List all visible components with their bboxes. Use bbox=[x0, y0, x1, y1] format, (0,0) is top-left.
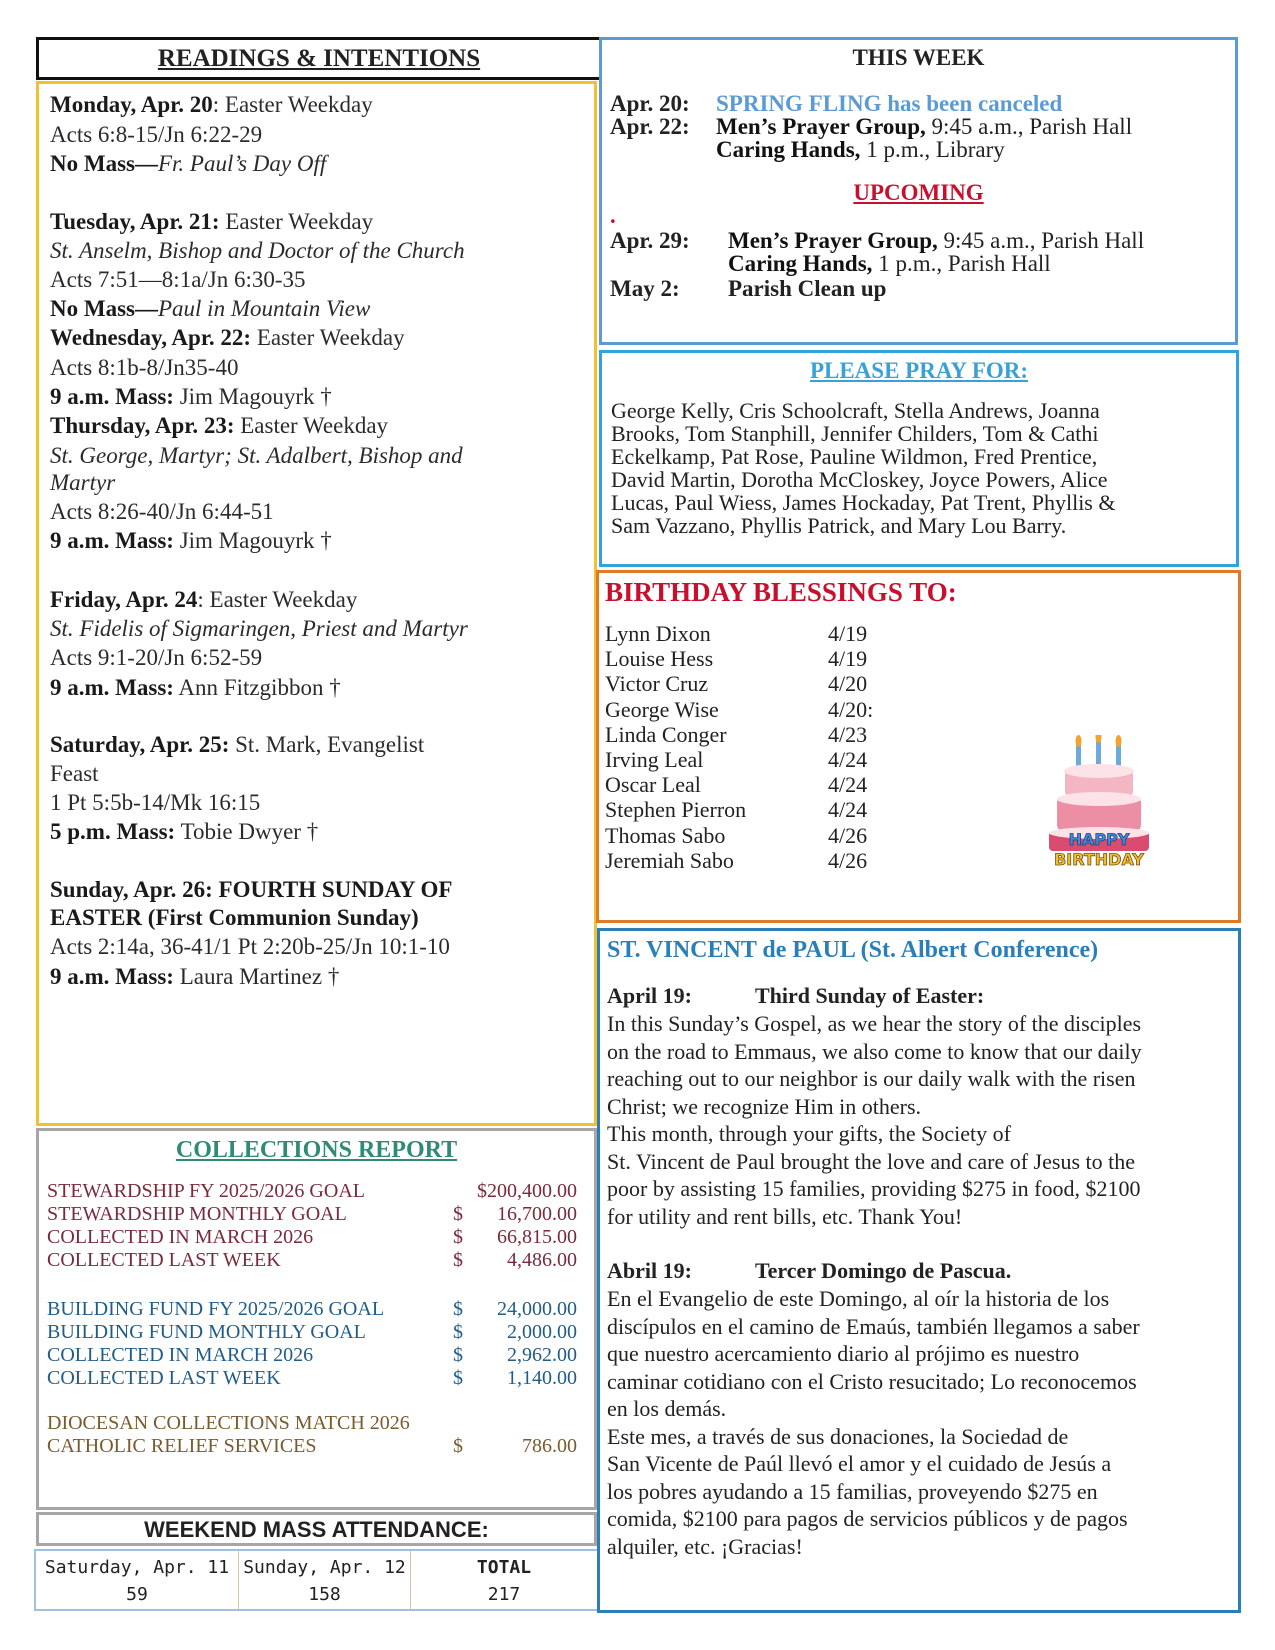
svdp-en-heading: Third Sunday of Easter: bbox=[755, 983, 985, 1008]
readings-box bbox=[36, 81, 597, 1126]
readings-bold: No Mass— bbox=[50, 151, 158, 176]
birthday-name: Jeremiah Sabo bbox=[605, 847, 734, 873]
readings-line bbox=[50, 413, 388, 439]
svdp-es-line: San Vicente de Paúl llevó el amor y el cuidado de Jesús a bbox=[607, 1451, 1112, 1476]
readings-bold: 5 p.m. Mass: bbox=[50, 819, 176, 844]
svdp-es-line: alquiler, etc. ¡Gracias! bbox=[607, 1533, 803, 1559]
readings-bold: EASTER (First Communion Sunday) bbox=[50, 905, 419, 930]
birthday-cake-icon bbox=[1039, 735, 1159, 880]
readings-text: : Easter Weekday bbox=[212, 92, 373, 117]
attendance-cell-sunday bbox=[239, 1551, 411, 1609]
readings-line bbox=[50, 151, 326, 177]
collection-label: COLLECTED IN MARCH 2026 bbox=[47, 1226, 314, 1248]
collection-dollar: $ bbox=[453, 1344, 463, 1366]
readings-text: Acts 9:1-20/Jn 6:52-59 bbox=[50, 645, 263, 670]
event-date: Apr. 22: bbox=[610, 114, 690, 139]
birthday-name: Thomas Sabo bbox=[605, 822, 726, 848]
readings-bold: Saturday, Apr. 25: bbox=[50, 732, 230, 757]
birthday-name: Oscar Leal bbox=[605, 772, 701, 798]
birthday-name: Louise Hess bbox=[605, 646, 714, 672]
birthday-name: Victor Cruz bbox=[605, 671, 709, 697]
birthday-date: 4/23 bbox=[828, 721, 868, 747]
readings-text: Acts 2:14a, 36-41/1 Pt 2:20b-25/Jn 10:1-10 bbox=[50, 934, 450, 959]
svdp-en-line: St. Vincent de Paul brought the love and care of Jesus to the bbox=[607, 1148, 1135, 1174]
readings-italic: Martyr bbox=[50, 470, 116, 495]
collection-label: COLLECTED LAST WEEK bbox=[47, 1367, 281, 1389]
readings-text: Feast bbox=[50, 761, 99, 786]
event-detail: 1 p.m., Parish Hall bbox=[872, 251, 1051, 276]
please-pray-box bbox=[599, 350, 1239, 567]
readings-line bbox=[50, 470, 115, 496]
readings-bold: Sunday, Apr. 26: FOURTH SUNDAY OF bbox=[50, 877, 453, 902]
readings-bold: 9 a.m. Mass: bbox=[50, 384, 174, 409]
attendance-value: 217 bbox=[487, 1584, 521, 1605]
collection-amount: 2,000.00 bbox=[507, 1321, 577, 1343]
event-name: Men’s Prayer Group, bbox=[716, 114, 926, 139]
event-name: Men’s Prayer Group, bbox=[728, 228, 938, 253]
collection-dollar: $ bbox=[453, 1321, 463, 1343]
readings-text: Acts 7:51—8:1a/Jn 6:30-35 bbox=[50, 267, 306, 292]
readings-bold: Tuesday, Apr. 21: bbox=[50, 209, 220, 234]
collection-dollar: $ bbox=[453, 1249, 463, 1271]
readings-text: : Easter Weekday bbox=[197, 587, 358, 612]
svdp-en-line: In this Sunday’s Gospel, as we hear the story of the disciples bbox=[607, 1011, 1142, 1036]
collection-amount: 4,486.00 bbox=[507, 1249, 577, 1271]
collection-label: COLLECTED LAST WEEK bbox=[47, 1249, 281, 1271]
collection-label: COLLECTED IN MARCH 2026 bbox=[47, 1344, 314, 1366]
event-date: Apr. 29: bbox=[610, 228, 690, 253]
readings-line bbox=[50, 732, 424, 758]
collection-amount: 24,000.00 bbox=[497, 1298, 577, 1320]
birthday-box bbox=[596, 570, 1241, 923]
svdp-es-line: discípulos en el camino de Emaús, también llegamos a saber bbox=[607, 1313, 1140, 1339]
svdp-es-line: caminar cotidiano con el Cristo resucitado; Lo reconocemos bbox=[607, 1368, 1137, 1394]
birthday-date: 4/19 bbox=[828, 621, 868, 646]
event-item bbox=[716, 138, 1005, 162]
event-item bbox=[728, 252, 1051, 276]
readings-line bbox=[50, 499, 274, 525]
readings-line bbox=[50, 675, 341, 701]
readings-text: Laura Martinez † bbox=[173, 964, 340, 989]
readings-text: Acts 6:8-15/Jn 6:22-29 bbox=[50, 122, 263, 147]
birthday-name: Irving Leal bbox=[605, 747, 704, 772]
svdp-en-line: on the road to Emmaus, we also come to know that our daily bbox=[607, 1038, 1142, 1064]
readings-text: Easter Weekday bbox=[234, 413, 389, 438]
readings-header bbox=[36, 37, 599, 80]
readings-text: St. Mark, Evangelist bbox=[229, 732, 425, 757]
attendance-label: TOTAL bbox=[476, 1557, 532, 1578]
birthday-date: 4/26 bbox=[828, 822, 868, 848]
collection-label: BUILDING FUND MONTHLY GOAL bbox=[47, 1321, 366, 1343]
collection-dollar: $ bbox=[453, 1367, 463, 1389]
birthday-date: 4/26 bbox=[828, 847, 868, 873]
svdp-es-line: comida, $2100 para pagos de servicios públicos y de pagos bbox=[607, 1506, 1128, 1531]
readings-text: Tobie Dwyer † bbox=[175, 819, 319, 844]
event-canceled: SPRING FLING has been canceled bbox=[716, 91, 1063, 116]
attendance-value: 59 bbox=[126, 1584, 148, 1605]
readings-line bbox=[50, 267, 306, 293]
attendance-table bbox=[34, 1549, 599, 1611]
readings-line bbox=[50, 905, 419, 931]
birthday-date: 4/19 bbox=[828, 646, 868, 672]
svdp-en-line: Christ; we recognize Him in others. bbox=[607, 1093, 922, 1119]
readings-line bbox=[50, 877, 452, 903]
birthday-date: 4/20 bbox=[828, 671, 868, 697]
birthday-date: 4/24 bbox=[828, 797, 868, 823]
event-date: Apr. 20: bbox=[610, 91, 690, 116]
event-name: Parish Clean up bbox=[728, 276, 887, 301]
readings-line bbox=[50, 587, 357, 613]
readings-bold: 9 a.m. Mass: bbox=[50, 964, 174, 989]
birthday-name: Linda Conger bbox=[605, 721, 727, 747]
collection-amount: $200,400.00 bbox=[477, 1180, 577, 1202]
readings-line bbox=[50, 964, 339, 990]
svdp-es-heading: Tercer Domingo de Pascua. bbox=[755, 1258, 1012, 1283]
birthday-name: Lynn Dixon bbox=[605, 621, 711, 646]
collection-label: DIOCESAN COLLECTIONS MATCH 2026 bbox=[47, 1412, 410, 1434]
birthday-name: George Wise bbox=[605, 696, 719, 722]
upcoming-heading: UPCOMING bbox=[853, 180, 984, 205]
readings-text: Easter Weekday bbox=[219, 209, 374, 234]
readings-line bbox=[50, 92, 373, 118]
readings-line bbox=[50, 819, 318, 845]
please-pray-title: PLEASE PRAY FOR: bbox=[809, 358, 1029, 383]
readings-italic: St. Fidelis of Sigmaringen, Priest and Martyr bbox=[50, 616, 468, 641]
readings-bold: No Mass— bbox=[50, 296, 158, 321]
readings-italic: Paul in Mountain View bbox=[157, 296, 371, 321]
readings-italic: St. Anselm, Bishop and Doctor of the Church bbox=[50, 238, 465, 263]
readings-line bbox=[50, 355, 238, 381]
collection-amount: 16,700.00 bbox=[497, 1203, 577, 1225]
readings-line bbox=[50, 209, 373, 235]
attendance-value: 158 bbox=[308, 1584, 341, 1605]
event-detail: 1 p.m., Library bbox=[860, 137, 1005, 162]
svdp-es-line: que nuestro acercamiento diario al prójimo es nuestro bbox=[607, 1341, 1080, 1366]
attendance-cell-saturday bbox=[36, 1551, 239, 1609]
readings-line bbox=[50, 528, 332, 554]
readings-bold: Wednesday, Apr. 22: bbox=[50, 325, 252, 350]
readings-header-title: READINGS & INTENTIONS bbox=[157, 45, 481, 72]
birthday-date: 4/24 bbox=[828, 747, 868, 772]
readings-bold: 9 a.m. Mass: bbox=[50, 528, 174, 553]
event-name: Caring Hands, bbox=[716, 137, 861, 162]
event-item bbox=[728, 229, 1144, 253]
readings-line bbox=[50, 384, 332, 410]
readings-line bbox=[50, 122, 262, 148]
svdp-en-date: April 19: bbox=[607, 983, 692, 1008]
pray-line: Brooks, Tom Stanphill, Jennifer Childers, Tom & Cathi bbox=[611, 421, 1099, 446]
stray-dot: . bbox=[610, 203, 616, 228]
collection-dollar: $ bbox=[453, 1226, 463, 1248]
this-week-box bbox=[599, 37, 1238, 345]
collection-dollar: $ bbox=[453, 1298, 463, 1320]
event-item bbox=[716, 115, 1132, 139]
collection-label: STEWARDSHIP MONTHLY GOAL bbox=[47, 1203, 347, 1225]
svdp-en-line: reaching out to our neighbor is our daily walk with the risen bbox=[607, 1066, 1136, 1091]
attendance-cell-total bbox=[411, 1551, 597, 1609]
readings-line bbox=[50, 325, 405, 351]
birthday-title: BIRTHDAY BLESSINGS TO: bbox=[605, 577, 957, 607]
readings-line bbox=[50, 238, 465, 264]
attendance-label: Sunday, Apr. 12 bbox=[243, 1557, 406, 1578]
this-week-title: THIS WEEK bbox=[852, 45, 985, 70]
event-name: Caring Hands, bbox=[728, 251, 873, 276]
pray-line: Eckelkamp, Pat Rose, Pauline Wildmon, Fred Prentice, bbox=[611, 444, 1098, 469]
readings-text: Ann Fitzgibbon † bbox=[173, 675, 341, 700]
readings-italic: Fr. Paul’s Day Off bbox=[157, 151, 327, 176]
st-vincent-de-paul-box bbox=[597, 928, 1241, 1613]
collection-label: STEWARDSHIP FY 2025/2026 GOAL bbox=[47, 1180, 365, 1202]
collection-amount: 1,140.00 bbox=[507, 1367, 577, 1389]
readings-text: Easter Weekday bbox=[251, 325, 405, 350]
collection-label: BUILDING FUND FY 2025/2026 GOAL bbox=[47, 1298, 385, 1320]
collection-dollar: $ bbox=[453, 1203, 463, 1225]
attendance-label: Saturday, Apr. 11 bbox=[44, 1557, 230, 1578]
svdp-es-line: En el Evangelio de este Domingo, al oír la historia de los bbox=[607, 1286, 1110, 1311]
readings-line bbox=[50, 761, 99, 787]
readings-line bbox=[50, 934, 450, 960]
cake-text-happy: HAPPY bbox=[1068, 830, 1130, 849]
svdp-es-line: los pobres ayudando a 15 familias, proveyendo $275 en bbox=[607, 1478, 1098, 1504]
svdp-es-date: Abril 19: bbox=[607, 1258, 692, 1283]
collections-title: COLLECTIONS REPORT bbox=[175, 1137, 458, 1163]
readings-text: Acts 8:26-40/Jn 6:44-51 bbox=[50, 499, 274, 524]
collection-amount: 2,962.00 bbox=[507, 1344, 577, 1366]
readings-text: 1 Pt 5:5b-14/Mk 16:15 bbox=[50, 790, 261, 815]
event-detail: 9:45 a.m., Parish Hall bbox=[925, 114, 1133, 139]
svdp-es-line: en los demás. bbox=[607, 1396, 727, 1421]
pray-line: George Kelly, Cris Schoolcraft, Stella Andrews, Joanna bbox=[611, 398, 1100, 423]
cake-text-birthday: BIRTHDAY bbox=[1054, 850, 1144, 869]
svdp-es-line: Este mes, a través de sus donaciones, la Sociedad de bbox=[607, 1423, 1069, 1449]
readings-bold: Thursday, Apr. 23: bbox=[50, 413, 235, 438]
svdp-title: ST. VINCENT de PAUL (St. Albert Conference) bbox=[607, 937, 1099, 963]
readings-bold: 9 a.m. Mass: bbox=[50, 675, 174, 700]
collection-label: CATHOLIC RELIEF SERVICES bbox=[47, 1435, 317, 1457]
birthday-name: Stephen Pierron bbox=[605, 797, 747, 823]
event-detail: 9:45 a.m., Parish Hall bbox=[937, 228, 1145, 253]
collections-report bbox=[36, 1128, 597, 1510]
pray-line: David Martin, Dorotha McCloskey, Joyce Powers, Alice bbox=[611, 467, 1108, 492]
svdp-en-line: This month, through your gifts, the Society of bbox=[607, 1121, 1011, 1146]
readings-text: Acts 8:1b-8/Jn35-40 bbox=[50, 355, 239, 380]
readings-text: Jim Magouyrk † bbox=[173, 384, 332, 409]
readings-italic: St. George, Martyr; St. Adalbert, Bishop and bbox=[50, 443, 463, 468]
readings-line bbox=[50, 443, 463, 469]
svdp-en-line: for utility and rent bills, etc. Thank You! bbox=[607, 1203, 963, 1229]
readings-bold: Friday, Apr. 24 bbox=[50, 587, 198, 612]
pray-line: Sam Vazzano, Phyllis Patrick, and Mary Lou Barry. bbox=[611, 513, 1067, 538]
pray-line: Lucas, Paul Wiess, James Hockaday, Pat Trent, Phyllis & bbox=[611, 490, 1116, 515]
readings-line bbox=[50, 616, 468, 642]
collection-amount: 66,815.00 bbox=[497, 1226, 577, 1248]
event-date: May 2: bbox=[610, 276, 680, 301]
readings-bold: Monday, Apr. 20 bbox=[50, 92, 213, 117]
collection-amount: 786.00 bbox=[522, 1435, 577, 1457]
birthday-date: 4/20: bbox=[828, 696, 874, 722]
readings-line bbox=[50, 790, 260, 816]
readings-line bbox=[50, 296, 370, 322]
readings-text: Jim Magouyrk † bbox=[173, 528, 332, 553]
readings-line bbox=[50, 645, 262, 671]
attendance-header: WEEKEND MASS ATTENDANCE: bbox=[36, 1512, 597, 1546]
svdp-en-line: poor by assisting 15 families, providing $275 in food, $2100 bbox=[607, 1176, 1141, 1201]
birthday-date: 4/24 bbox=[828, 772, 868, 798]
collection-dollar: $ bbox=[453, 1435, 463, 1457]
